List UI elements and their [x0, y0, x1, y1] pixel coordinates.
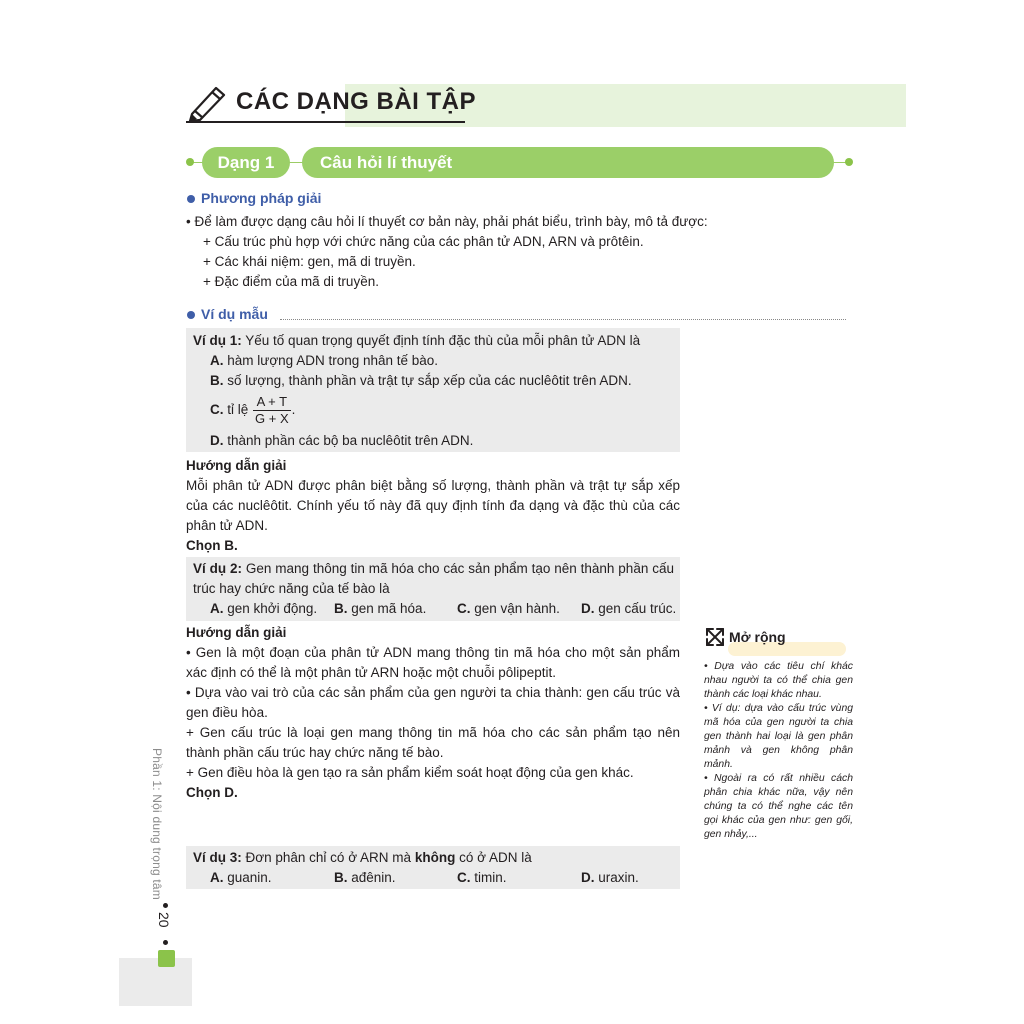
- page-marker: [158, 950, 175, 967]
- option-text: ađênin.: [351, 870, 396, 885]
- example-2-guide-line: • Gen là một đoạn của phân tử ADN mang thông tin mã hóa cho một sản phẩm xác định có thể là một phân tử ARN hoặc một chuỗi pôlipeptit.: [186, 645, 680, 680]
- page-number: [156, 912, 172, 928]
- expand-arrows-icon: [704, 626, 726, 648]
- option-key: C.: [210, 402, 224, 417]
- example-1-option-b: [210, 371, 632, 391]
- sidebar-title: Mở rộng: [729, 629, 786, 645]
- method-intro: • Để làm được dạng câu hỏi lí thuyết cơ bản này, phải phát biểu, trình bày, mô tả được:: [186, 214, 708, 229]
- option-text: hàm lượng ADN trong nhân tế bào.: [227, 353, 439, 368]
- page-number-value: 20: [156, 912, 172, 928]
- examples-divider: [280, 319, 846, 320]
- option-text: guanin.: [227, 870, 272, 885]
- option-key: C.: [457, 870, 471, 885]
- topic-title: Câu hỏi lí thuyết: [302, 147, 834, 178]
- corner-block: [119, 958, 192, 1006]
- option-text: gen vận hành.: [474, 601, 560, 616]
- example-2-option-d: [581, 599, 676, 619]
- page-dot-bottom: [163, 940, 168, 945]
- option-text: số lượng, thành phần và trật tự sắp xếp của các nuclêôtit trên ADN.: [227, 373, 632, 388]
- option-key: D.: [581, 870, 595, 885]
- example-1-option-a: [210, 351, 438, 371]
- option-text: gen mã hóa.: [351, 601, 427, 616]
- fraction-denominator: G + X: [255, 410, 289, 426]
- example-2-question: [193, 559, 674, 599]
- question-emphasis: không: [414, 850, 456, 865]
- example-2-label: Ví dụ 2:: [193, 561, 243, 576]
- title-underline: [186, 121, 465, 123]
- method-item: + Các khái niệm: gen, mã di truyền.: [203, 254, 416, 269]
- page-title: CÁC DẠNG BÀI TẬP: [236, 88, 476, 115]
- example-2-text: Gen mang thông tin mã hóa cho các sản phẩm tạo nên thành phần cấu trúc hay chức năng của tế bào là: [193, 561, 674, 596]
- example-3-label: Ví dụ 3:: [193, 850, 242, 865]
- fraction: [253, 394, 291, 427]
- topic-dot-left: [186, 158, 194, 166]
- option-key: B.: [334, 601, 348, 616]
- method-bullet: [187, 195, 195, 203]
- option-key: A.: [210, 353, 224, 368]
- example-2-answer: Chọn D.: [186, 785, 238, 800]
- method-item: + Cấu trúc phù hợp với chức năng của các phân tử ADN, ARN và prôtêin.: [203, 234, 644, 249]
- example-1-question: [193, 331, 677, 351]
- example-2-option-a: [210, 599, 317, 619]
- option-key: D.: [210, 433, 224, 448]
- examples-bullet: [187, 311, 195, 319]
- option-punctuation: .: [291, 402, 296, 417]
- option-text: gen cấu trúc.: [598, 601, 677, 616]
- example-2-guide-line: + Gen điều hòa là gen tạo ra sản phẩm kiểm soát hoạt động của gen khác.: [186, 765, 634, 780]
- example-1-option-d: [210, 431, 473, 451]
- example-3-option-d: [581, 868, 639, 888]
- topic-label: Dạng 1: [202, 147, 290, 178]
- option-key: B.: [210, 373, 224, 388]
- sidebar-line: • Ví dụ: dựa vào cấu trúc vùng mã hóa của gen người ta chia gen thành hai loại là gen phân mảnh và gen không phân mảnh.: [704, 703, 853, 770]
- option-text: gen khởi động.: [227, 601, 318, 616]
- sidebar-line: • Dựa vào các tiêu chí khác nhau người ta có thể chia gen thành các loại khác nhau.: [704, 661, 853, 700]
- option-text: uraxin.: [598, 870, 639, 885]
- option-key: B.: [334, 870, 348, 885]
- question-text: Đơn phân chỉ có ở ARN mà: [245, 850, 412, 865]
- method-title: Phương pháp giải: [201, 190, 322, 206]
- example-1-label: Ví dụ 1:: [193, 333, 242, 348]
- method-item: + Đặc điểm của mã di truyền.: [203, 274, 379, 289]
- example-2-guide-line: • Dựa vào vai trò của các sản phẩm của gen người ta chia thành: gen cấu trúc và gen điều hòa.: [186, 685, 680, 720]
- example-3-option-a: [210, 868, 272, 888]
- page-dot-top: [163, 903, 168, 908]
- sidebar-text: [704, 660, 853, 842]
- section-label: Phần 1: Nội dung trọng tâm: [150, 748, 164, 900]
- example-2-guide-line: + Gen cấu trúc là loại gen mang thông tin mã hóa cho các sản phẩm tạo nên thành phần cấu trúc hay chức năng tế bào.: [186, 725, 680, 760]
- example-2-option-b: [334, 599, 426, 619]
- option-key: A.: [210, 870, 224, 885]
- option-text: tỉ lệ: [227, 402, 249, 417]
- example-1-option-c: [210, 393, 295, 427]
- option-key: D.: [581, 601, 595, 616]
- option-key: A.: [210, 601, 224, 616]
- example-1-guide-title: Hướng dẫn giải: [186, 458, 287, 473]
- example-3-question: [193, 848, 532, 868]
- example-1-guide: Mỗi phân tử ADN được phân biệt bằng số lượng, thành phần và trật tự sắp xếp của các nuclêôtit. Chính yếu tố này đã quy định tính đa dạng và đặc thù của các phân tử ADN.: [186, 478, 680, 533]
- example-1-text: Yếu tố quan trọng quyết định tính đặc thù của mỗi phân tử ADN là: [245, 333, 641, 348]
- example-3-option-b: [334, 868, 396, 888]
- option-text: thành phần các bộ ba nuclêôtit trên ADN.: [227, 433, 474, 448]
- example-3-option-c: [457, 868, 507, 888]
- pencil-icon: [186, 80, 230, 122]
- examples-title: Ví dụ mẫu: [201, 306, 268, 322]
- option-key: C.: [457, 601, 471, 616]
- sidebar-line: • Ngoài ra có rất nhiều cách phân chia khác nữa, vậy nên chúng ta có thể nghe các tên gọi khác của gen như: gen gối, gen nhảy,...: [704, 773, 853, 840]
- option-text: timin.: [474, 870, 507, 885]
- example-2-guide-title: Hướng dẫn giải: [186, 625, 287, 640]
- example-1-answer: Chọn B.: [186, 538, 238, 553]
- question-text: có ở ADN là: [459, 850, 532, 865]
- topic-dot-right: [845, 158, 853, 166]
- example-2-option-c: [457, 599, 560, 619]
- fraction-numerator: A + T: [253, 394, 291, 411]
